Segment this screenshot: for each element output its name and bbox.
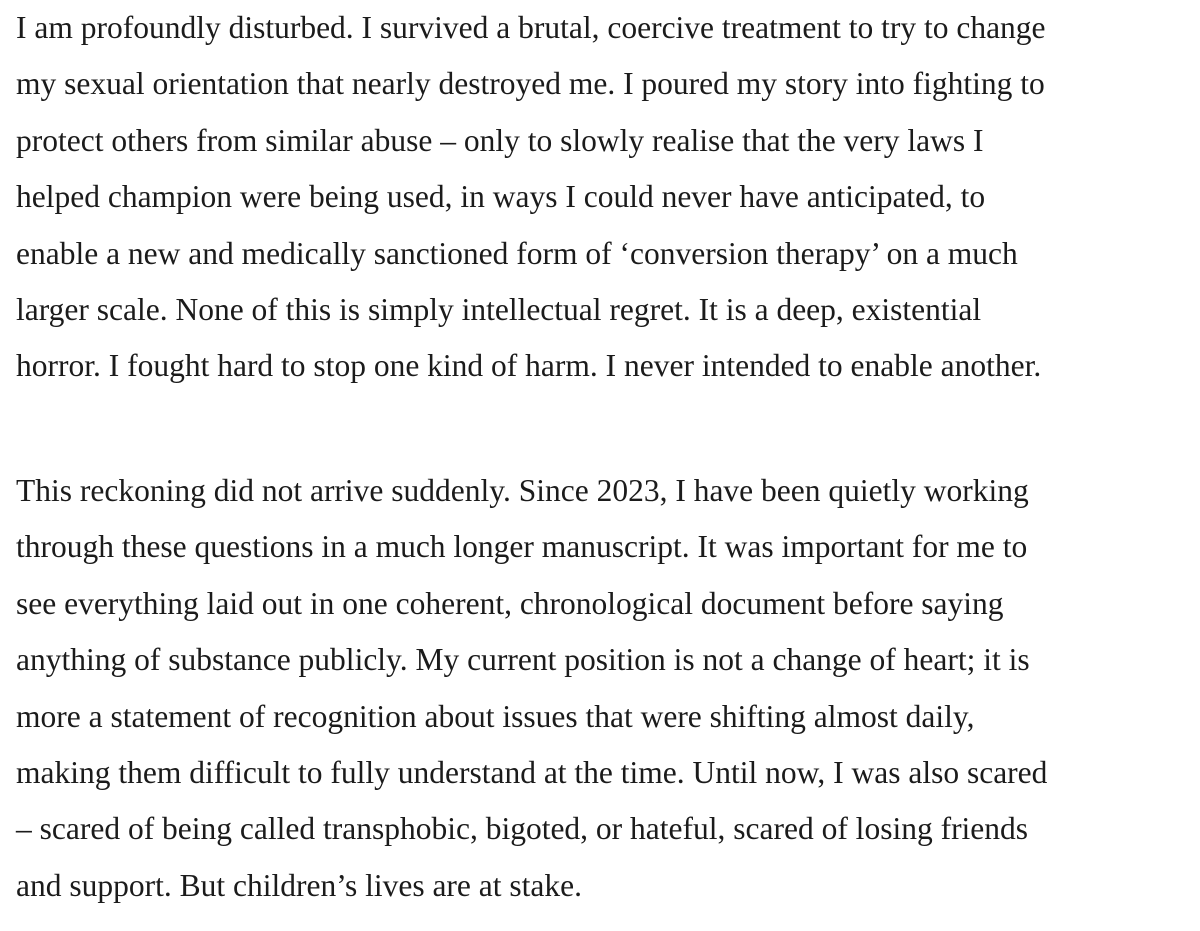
text-line: enable a new and medically sanctioned form of ‘conversion therapy’ on a much — [16, 235, 1018, 271]
text-line: see everything laid out in one coherent, chronological document before saying — [16, 585, 1004, 621]
paragraph-2 — [16, 463, 1047, 914]
text-line: This reckoning did not arrive suddenly. Since 2023, I have been quietly working — [16, 473, 1029, 508]
text-line: and support. But children’s lives are at stake. — [16, 867, 582, 903]
paragraph-1 — [16, 0, 1046, 395]
text-line: – scared of being called transphobic, bigoted, or hateful, scared of losing friends — [16, 811, 1029, 847]
text-line: larger scale. None of this is simply intellectual regret. It is a deep, existential — [16, 292, 982, 328]
text-line: helped champion were being used, in ways I could never have anticipated, to — [16, 179, 986, 215]
text-line: anything of substance publicly. My current position is not a change of heart; it is — [16, 642, 1030, 678]
text-line: through these questions in a much longer manuscript. It was important for me to — [16, 529, 1028, 565]
text-line: I am profoundly disturbed. I survived a brutal, coercive treatment to try to change — [16, 10, 1046, 45]
text-line: more a statement of recognition about issues that were shifting almost daily, — [16, 698, 975, 734]
text-line: my sexual orientation that nearly destroyed me. I poured my story into fighting to — [16, 66, 1045, 102]
text-line: horror. I fought hard to stop one kind of harm. I never intended to enable another. — [16, 348, 1042, 384]
text-line: protect others from similar abuse – only to slowly realise that the very laws I — [16, 122, 984, 158]
text-line: making them difficult to fully understand at the time. Until now, I was also scared — [16, 755, 1048, 791]
